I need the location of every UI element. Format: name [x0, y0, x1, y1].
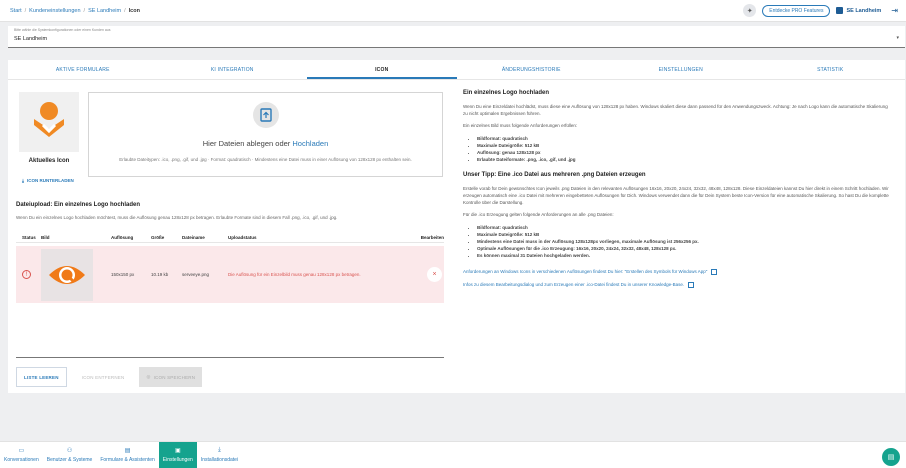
- user-icon: [836, 7, 843, 14]
- tab-statistics[interactable]: STATISTIK: [817, 67, 844, 73]
- chat-icon: ▭: [18, 448, 25, 454]
- error-icon: !: [22, 270, 31, 279]
- col-resolution: Auflösung: [111, 235, 134, 240]
- file-dropzone[interactable]: [88, 92, 443, 177]
- external-link-icon: [688, 282, 694, 288]
- breadcrumb-start[interactable]: Start: [10, 7, 22, 14]
- download-label: ICON RUNTERLADEN: [27, 178, 74, 183]
- knowledge-base-link-text: Infos zu diesem Bearbeitungsdialog und zum Erzeugen einer .ico-Datei findest Du in unserer Knowledge-Base.: [463, 282, 685, 287]
- current-icon-panel: [16, 90, 82, 185]
- table-header: [16, 233, 444, 243]
- row-resolution: 150x150 px: [111, 272, 135, 277]
- download-icon-button[interactable]: [22, 178, 74, 183]
- upload-link[interactable]: Hochladen: [292, 139, 329, 148]
- bottom-navigation: [0, 441, 906, 468]
- list-item: • Auflösung: genau 128x128 px: [477, 149, 893, 156]
- app-logo-icon: [32, 101, 66, 143]
- check-circle-icon: ◎: [146, 374, 151, 379]
- list-item: • Bildformat: quadratisch: [477, 224, 893, 231]
- remove-file-icon[interactable]: ×: [427, 267, 442, 282]
- help-text-ico-requirements: Für die .ico Erzeugung gelten folgende Anforderungen an alle .png Dateien:: [463, 212, 614, 217]
- remove-icon-button[interactable]: ICON ENTFERNEN: [75, 367, 132, 387]
- users-icon: ⚇: [66, 448, 73, 454]
- list-item: • Erlaubte Dateiformate: .png, .ico, .gif, und .jpg: [477, 156, 893, 163]
- nav-forms-assistants[interactable]: [96, 442, 158, 468]
- clear-list-button[interactable]: LISTE LEEREN: [16, 367, 67, 387]
- current-icon-label: Aktuelles Icon: [28, 158, 70, 164]
- nav-label: Einstellungen: [162, 457, 193, 463]
- dropzone-title: Hier Dateien ablegen oder: [202, 139, 291, 148]
- breadcrumb: [10, 8, 140, 14]
- breadcrumb-current: Icon: [128, 7, 140, 14]
- eye-logo-icon: [47, 261, 87, 289]
- breadcrumb-separator: /: [124, 7, 126, 14]
- col-image: Bild: [41, 235, 50, 240]
- breadcrumb-customer[interactable]: SE Landheim: [88, 7, 122, 14]
- forms-icon: ▤: [124, 448, 131, 454]
- col-filename: Dateiname: [182, 235, 205, 240]
- help-text-tip: Erstelle vorab für Dein gewünschtes Icon jeweils .png Dateien in den relevanten Auflösungen 16x16, 20x20, 24x24, 32x32, 48x48, 128x128. Diese Einzeldateien kannst Du hier direkt in einem Schritt hochladen. Wir erzeugen automatisch eine .ico Datei mit mehreren eingebetteten Auflösungen für Dich. Windows verwendet dann die für Dein System beste Icon-Version für eine automatische Skalierung. So hast Du die komplette Kontrolle über die Darstellung.: [463, 186, 889, 205]
- uploaded-image-thumbnail: [41, 249, 93, 301]
- external-link-icon: [711, 269, 717, 275]
- download-icon: ⤓: [22, 178, 24, 183]
- upload-section-description: Wenn Du ein einzelnes Logo hochladen möchtest, muss die Auflösung genau 128x128 px betragen. Erlaubte Formate sind in diesem Fall .png, .ico, .gif, und .jpg.: [16, 215, 338, 220]
- action-buttons: [16, 367, 202, 387]
- top-bar: [0, 0, 906, 22]
- col-size: Größe: [151, 235, 165, 240]
- current-icon-image: [19, 92, 79, 152]
- tab-active-forms[interactable]: AKTIVE FORMULARE: [55, 67, 110, 73]
- list-item: • Optimale Auflösungen für die .ico Erzeugung: 16x16, 20x20, 24x24, 32x32, 48x48, 128x128 px.: [477, 245, 893, 252]
- nav-settings[interactable]: [159, 442, 197, 468]
- save-icon-label: ICON SPEICHERN: [153, 374, 196, 380]
- list-item: • Bildformat: quadratisch: [477, 135, 893, 142]
- upload-section-title: Dateiupload: Ein einzelnes Logo hochladen: [16, 202, 141, 208]
- list-item: • Maximale Dateigröße: 512 kB: [477, 231, 893, 238]
- col-status: Status: [22, 235, 36, 240]
- dropzone-hint: Erlaubte Dateitypen: .ico, .png, .gif, und .jpg · Format: quadratisch · Mindestens eine Datei muss in einer Auflösung von 128x128 px enthalten sein.: [119, 157, 412, 162]
- nav-label: Benutzer & Systeme: [46, 457, 93, 463]
- help-title-single: Ein einzelnes Logo hochladen: [463, 90, 550, 96]
- settings-card: [8, 60, 905, 393]
- system-select[interactable]: [8, 26, 905, 48]
- tab-settings[interactable]: EINSTELLUNGEN: [658, 67, 703, 73]
- help-text-requirements: Ein einzelnes Bild muss folgende Anforderungen erfüllen:: [463, 123, 578, 128]
- requirements-list-ico: [477, 224, 893, 259]
- tab-change-history[interactable]: ÄNDERUNGSHISTORIE: [501, 67, 561, 73]
- download-icon: ⤓: [218, 447, 221, 453]
- col-edit: Bearbeiten: [420, 235, 444, 240]
- nav-installer[interactable]: [197, 442, 242, 468]
- nav-label: Installationsdatei: [200, 457, 239, 463]
- nav-label: Konversationen: [4, 457, 39, 463]
- system-select-label: Bitte wähle die Systemkonfigurationen oder einen Kunden aus: [14, 28, 111, 32]
- windows-icons-link[interactable]: [463, 268, 893, 275]
- tab-icon[interactable]: ICON: [307, 60, 457, 79]
- list-item: • Es können maximal 31 Dateien hochgeladen werden.: [477, 252, 893, 259]
- pro-features-button[interactable]: Entdecke PRO Features: [762, 5, 830, 17]
- row-filename: serveeye.png: [182, 272, 210, 277]
- nav-users-systems[interactable]: [43, 442, 97, 468]
- row-upload-status: Die Auflösung für ein Einzelbild muss genau 128x128 px betragen.: [228, 272, 361, 277]
- col-upload-status: Uploadstatus: [228, 235, 257, 240]
- divider: [16, 357, 444, 358]
- user-name: SE Landheim: [846, 7, 882, 14]
- tab-ai-integration[interactable]: KI INTEGRATION: [210, 67, 254, 73]
- knowledge-base-link[interactable]: [463, 281, 893, 288]
- row-size: 10.19 kb: [151, 272, 169, 277]
- settings-icon: ▣: [174, 448, 181, 454]
- list-item: • Mindestens eine Datei muss in der Auflösung 128x128px vorliegen, maximale Auflösung ist 256x256 px.: [477, 238, 893, 245]
- help-panel: [463, 90, 893, 294]
- logout-icon[interactable]: ⇥: [891, 6, 898, 15]
- help-title-tip: Unser Tipp: Eine .ico Datei aus mehreren .png Dateien erzeugen: [463, 172, 646, 178]
- breadcrumb-separator: /: [83, 7, 86, 14]
- requirements-list-single: [477, 135, 893, 163]
- help-text-single: Wenn Du eine Einzeldatei hochlädst, muss diese eine Auflösung von 128x128 px haben. Windows skaliert diese dann passend für den Anwendungszweck. Achtung: Je nach Logo kann die automatische Skalierung zu nicht optimalen Ergebnissen führen.: [463, 104, 888, 116]
- save-icon-button[interactable]: [139, 367, 202, 387]
- tab-bar: [8, 60, 905, 80]
- chevron-down-icon: ▾: [896, 35, 899, 41]
- windows-icons-link-text: Anforderungen an Windows Icons in verschiedenen Auflösungen findest Du hier: "Erstellen des Symbols für Windows App": [463, 269, 708, 274]
- upload-file-icon: [253, 102, 279, 128]
- breadcrumb-separator: /: [24, 7, 27, 14]
- lightbulb-icon[interactable]: ✦: [743, 4, 756, 17]
- table-row: [16, 246, 444, 303]
- nav-conversations[interactable]: [0, 442, 43, 468]
- system-select-value: SE Landheim: [14, 36, 48, 42]
- chat-fab-icon[interactable]: ▤: [882, 448, 900, 466]
- breadcrumb-customer-settings[interactable]: Kundeneinstellungen: [29, 7, 81, 14]
- list-item: • Maximale Dateigröße: 512 kB: [477, 142, 893, 149]
- user-menu[interactable]: [836, 7, 881, 14]
- nav-label: Formulare & Assistenten: [100, 457, 155, 463]
- upload-table: [16, 233, 444, 303]
